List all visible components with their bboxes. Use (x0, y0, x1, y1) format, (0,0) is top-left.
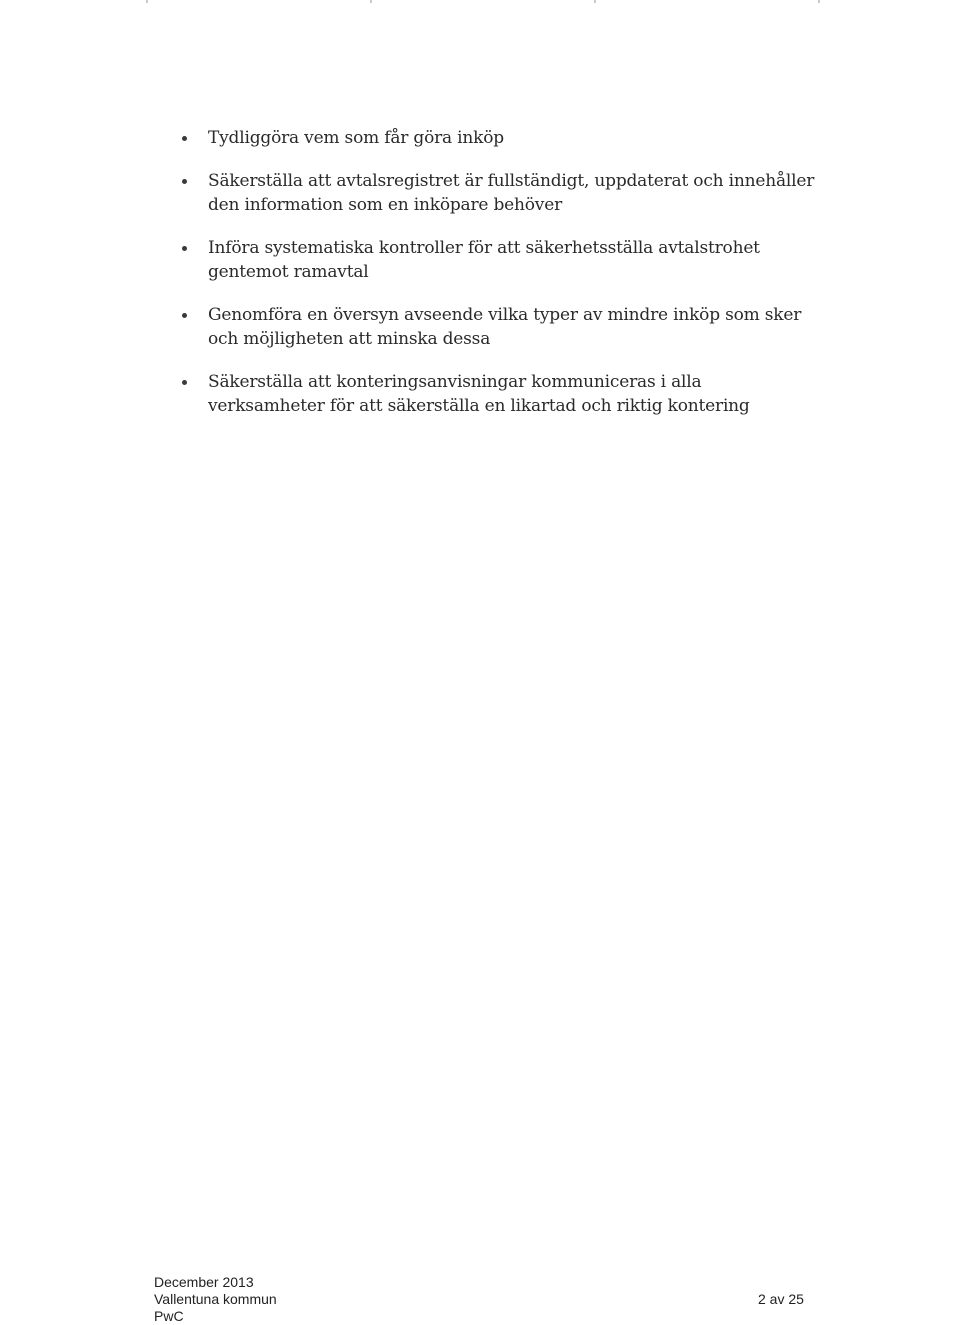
list-item-text: Införa systematiska kontroller för att säkerhetsställa avtalstrohet gentemot ramavtal (208, 238, 760, 282)
bullet-icon (182, 313, 187, 318)
bullet-icon (182, 179, 187, 184)
footer-company: PwC (154, 1308, 184, 1324)
list-item-text: Genomföra en översyn avseende vilka typer av mindre inköp som sker och möjligheten att minska dessa (208, 305, 802, 349)
list-item (182, 126, 822, 150)
scan-mark (146, 0, 148, 3)
list-item (182, 303, 822, 351)
scan-mark (370, 0, 372, 3)
list-item-text: Säkerställa att avtalsregistret är fullständigt, uppdaterat och innehåller den information som en inköpare behöver (208, 171, 815, 215)
list-item-text: Tydliggöra vem som får göra inköp (208, 128, 504, 148)
footer-organization: Vallentuna kommun (154, 1291, 277, 1307)
scan-mark (594, 0, 596, 3)
list-item-text: Säkerställa att konteringsanvisningar kommuniceras i alla verksamheter för att säkerställa en likartad och riktig kontering (208, 372, 750, 416)
bullet-icon (182, 136, 187, 141)
scan-mark (818, 0, 820, 3)
page-number: 2 av 25 (758, 1291, 804, 1307)
list-item (182, 169, 822, 217)
list-item (182, 236, 822, 284)
page-footer (154, 1274, 277, 1325)
bullet-icon (182, 246, 187, 251)
list-item (182, 370, 822, 418)
footer-date: December 2013 (154, 1274, 254, 1290)
bullet-icon (182, 380, 187, 385)
recommendation-list (182, 126, 822, 437)
